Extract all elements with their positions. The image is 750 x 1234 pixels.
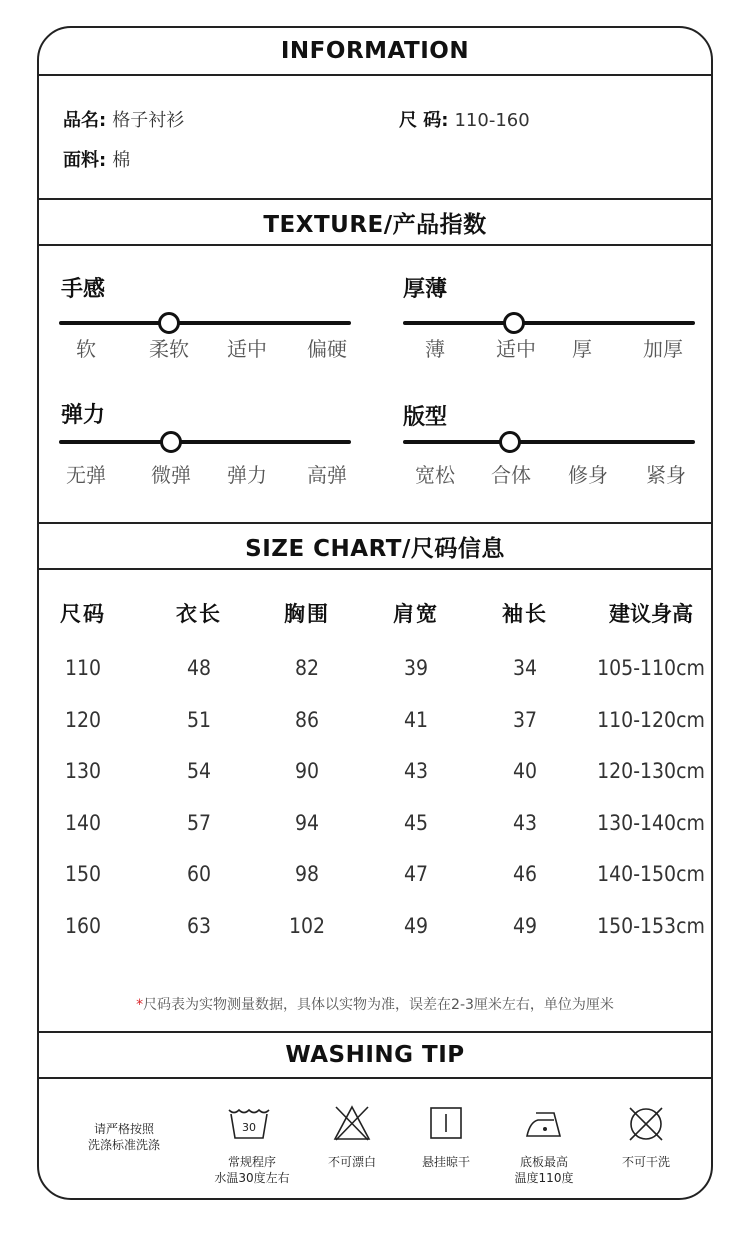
column-header: 衣长	[176, 602, 222, 626]
table-cell: 54	[186, 759, 212, 783]
wash-tip-line2: 温度110度	[514, 1171, 574, 1185]
scale-option: 柔软	[149, 337, 189, 361]
table-cell: 39	[403, 656, 429, 680]
column-header: 建议身高	[609, 602, 693, 626]
table-cell: 60	[186, 862, 212, 886]
table-cell: 140-150cm	[597, 862, 705, 886]
table-cell: 40	[512, 759, 538, 783]
product-name-label: 品名:	[63, 110, 107, 131]
fabric	[63, 146, 130, 172]
table-cell: 150	[64, 862, 102, 886]
product-name-value: 格子衬衫	[112, 110, 185, 131]
column-header: 胸围	[284, 602, 330, 626]
table-cell: 48	[186, 656, 212, 680]
table-cell: 57	[186, 810, 212, 835]
texture-slider-thickness	[403, 321, 695, 325]
slider-knob	[503, 312, 525, 334]
column-header: 肩宽	[393, 602, 439, 626]
table-cell: 41	[403, 707, 429, 732]
scale-option: 高弹	[307, 463, 347, 487]
washing-intro	[88, 1121, 160, 1153]
table-cell: 82	[294, 656, 320, 680]
table-cell: 34	[512, 656, 538, 680]
wash-30-icon	[227, 1106, 271, 1142]
scale-option: 偏硬	[307, 337, 347, 361]
no-dry-clean-icon	[626, 1104, 666, 1144]
wash-tip-caption	[214, 1154, 289, 1186]
washing-heading-text: WASHING TIP	[285, 1042, 465, 1068]
wash-tip-line1: 悬挂晾干	[421, 1155, 471, 1169]
table-cell: 110	[64, 656, 102, 680]
scale-option: 紧身	[646, 463, 686, 487]
wash-tip-caption	[328, 1154, 376, 1170]
table-cell: 63	[186, 913, 212, 938]
texture-title-hand-feel: 手感	[61, 277, 106, 302]
table-cell: 49	[512, 913, 538, 938]
washing-heading	[39, 1031, 711, 1079]
column-header: 袖长	[502, 602, 548, 626]
wash-tip-line2: 水温30度左右	[214, 1171, 290, 1185]
size-chart-heading-text: SIZE CHART/尺码信息	[245, 535, 505, 562]
table-cell: 86	[294, 707, 320, 732]
texture-title-fit: 版型	[403, 405, 448, 430]
table-cell: 98	[294, 862, 320, 886]
wash-tip-line1: 常规程序	[227, 1155, 276, 1169]
hang-dry-icon	[429, 1106, 463, 1140]
table-cell: 102	[288, 913, 326, 938]
table-cell: 45	[403, 810, 429, 835]
note-star: *	[136, 997, 144, 1013]
wash-tip-line1: 不可漂白	[327, 1155, 377, 1169]
table-cell: 120	[64, 707, 102, 732]
scale-option: 无弹	[66, 463, 106, 487]
scale-option: 薄	[425, 337, 445, 361]
column-header: 尺码	[60, 602, 106, 626]
note-text: 尺码表为实物测量数据，具体以实物为准，误差在2-3厘米左右，单位为厘米	[143, 997, 614, 1013]
table-cell: 120-130cm	[597, 759, 705, 783]
size-chart-heading	[39, 522, 711, 570]
table-cell: 94	[294, 810, 320, 835]
slider-knob	[158, 312, 180, 334]
table-cell: 46	[512, 862, 538, 886]
fabric-label: 面料:	[63, 150, 107, 171]
scale-option: 软	[76, 337, 96, 361]
wash-tip-line1: 底板最高	[519, 1155, 568, 1169]
scale-option: 适中	[227, 337, 267, 361]
texture-heading-text: TEXTURE/产品指数	[263, 211, 487, 238]
wash-tip-line1: 不可干洗	[621, 1155, 671, 1169]
table-cell: 51	[186, 707, 212, 732]
fabric-value: 棉	[112, 150, 131, 171]
table-cell: 37	[512, 707, 538, 732]
wash-tip-caption	[515, 1154, 574, 1186]
table-cell: 140	[64, 810, 102, 835]
table-cell: 49	[403, 913, 429, 938]
scale-option: 厚	[572, 337, 592, 361]
scale-option: 修身	[568, 463, 608, 487]
table-cell: 150-153cm	[597, 913, 705, 938]
scale-option: 合体	[491, 463, 531, 487]
washing-intro-line1: 请严格按照	[93, 1122, 155, 1136]
no-bleach-icon	[332, 1104, 372, 1142]
table-cell: 47	[403, 862, 429, 886]
washing-intro-line2: 洗涤标准洗涤	[87, 1138, 161, 1152]
texture-slider-hand-feel	[59, 321, 351, 325]
information-heading	[39, 28, 711, 76]
texture-slider-elasticity	[59, 440, 351, 444]
size-range-value: 110-160	[454, 110, 530, 131]
table-cell: 130-140cm	[597, 810, 705, 835]
wash-tip-caption	[622, 1154, 670, 1170]
texture-slider-fit	[403, 440, 695, 444]
size-note	[39, 994, 711, 1014]
product-name	[63, 106, 184, 132]
table-cell: 43	[512, 810, 538, 835]
scale-option: 加厚	[643, 337, 683, 361]
table-cell: 110-120cm	[597, 707, 705, 732]
table-cell: 90	[294, 759, 320, 783]
texture-title-thickness: 厚薄	[403, 277, 448, 302]
wash-temp-label: 30	[242, 1121, 256, 1134]
slider-knob	[499, 431, 521, 453]
size-range	[399, 106, 530, 132]
texture-title-elasticity: 弹力	[61, 403, 106, 428]
size-range-label: 尺 码:	[399, 110, 449, 131]
iron-icon	[524, 1108, 564, 1140]
spec-card	[37, 26, 713, 1200]
scale-option: 适中	[496, 337, 536, 361]
table-cell: 43	[403, 759, 429, 783]
slider-knob	[160, 431, 182, 453]
wash-tip-caption	[422, 1154, 470, 1170]
information-heading-text: INFORMATION	[280, 38, 470, 64]
scale-option: 弹力	[227, 463, 267, 487]
scale-option: 微弹	[151, 463, 191, 487]
texture-heading	[39, 198, 711, 246]
table-cell: 130	[64, 759, 102, 783]
table-cell: 105-110cm	[597, 656, 705, 680]
table-cell: 160	[64, 913, 102, 938]
scale-option: 宽松	[415, 463, 455, 487]
